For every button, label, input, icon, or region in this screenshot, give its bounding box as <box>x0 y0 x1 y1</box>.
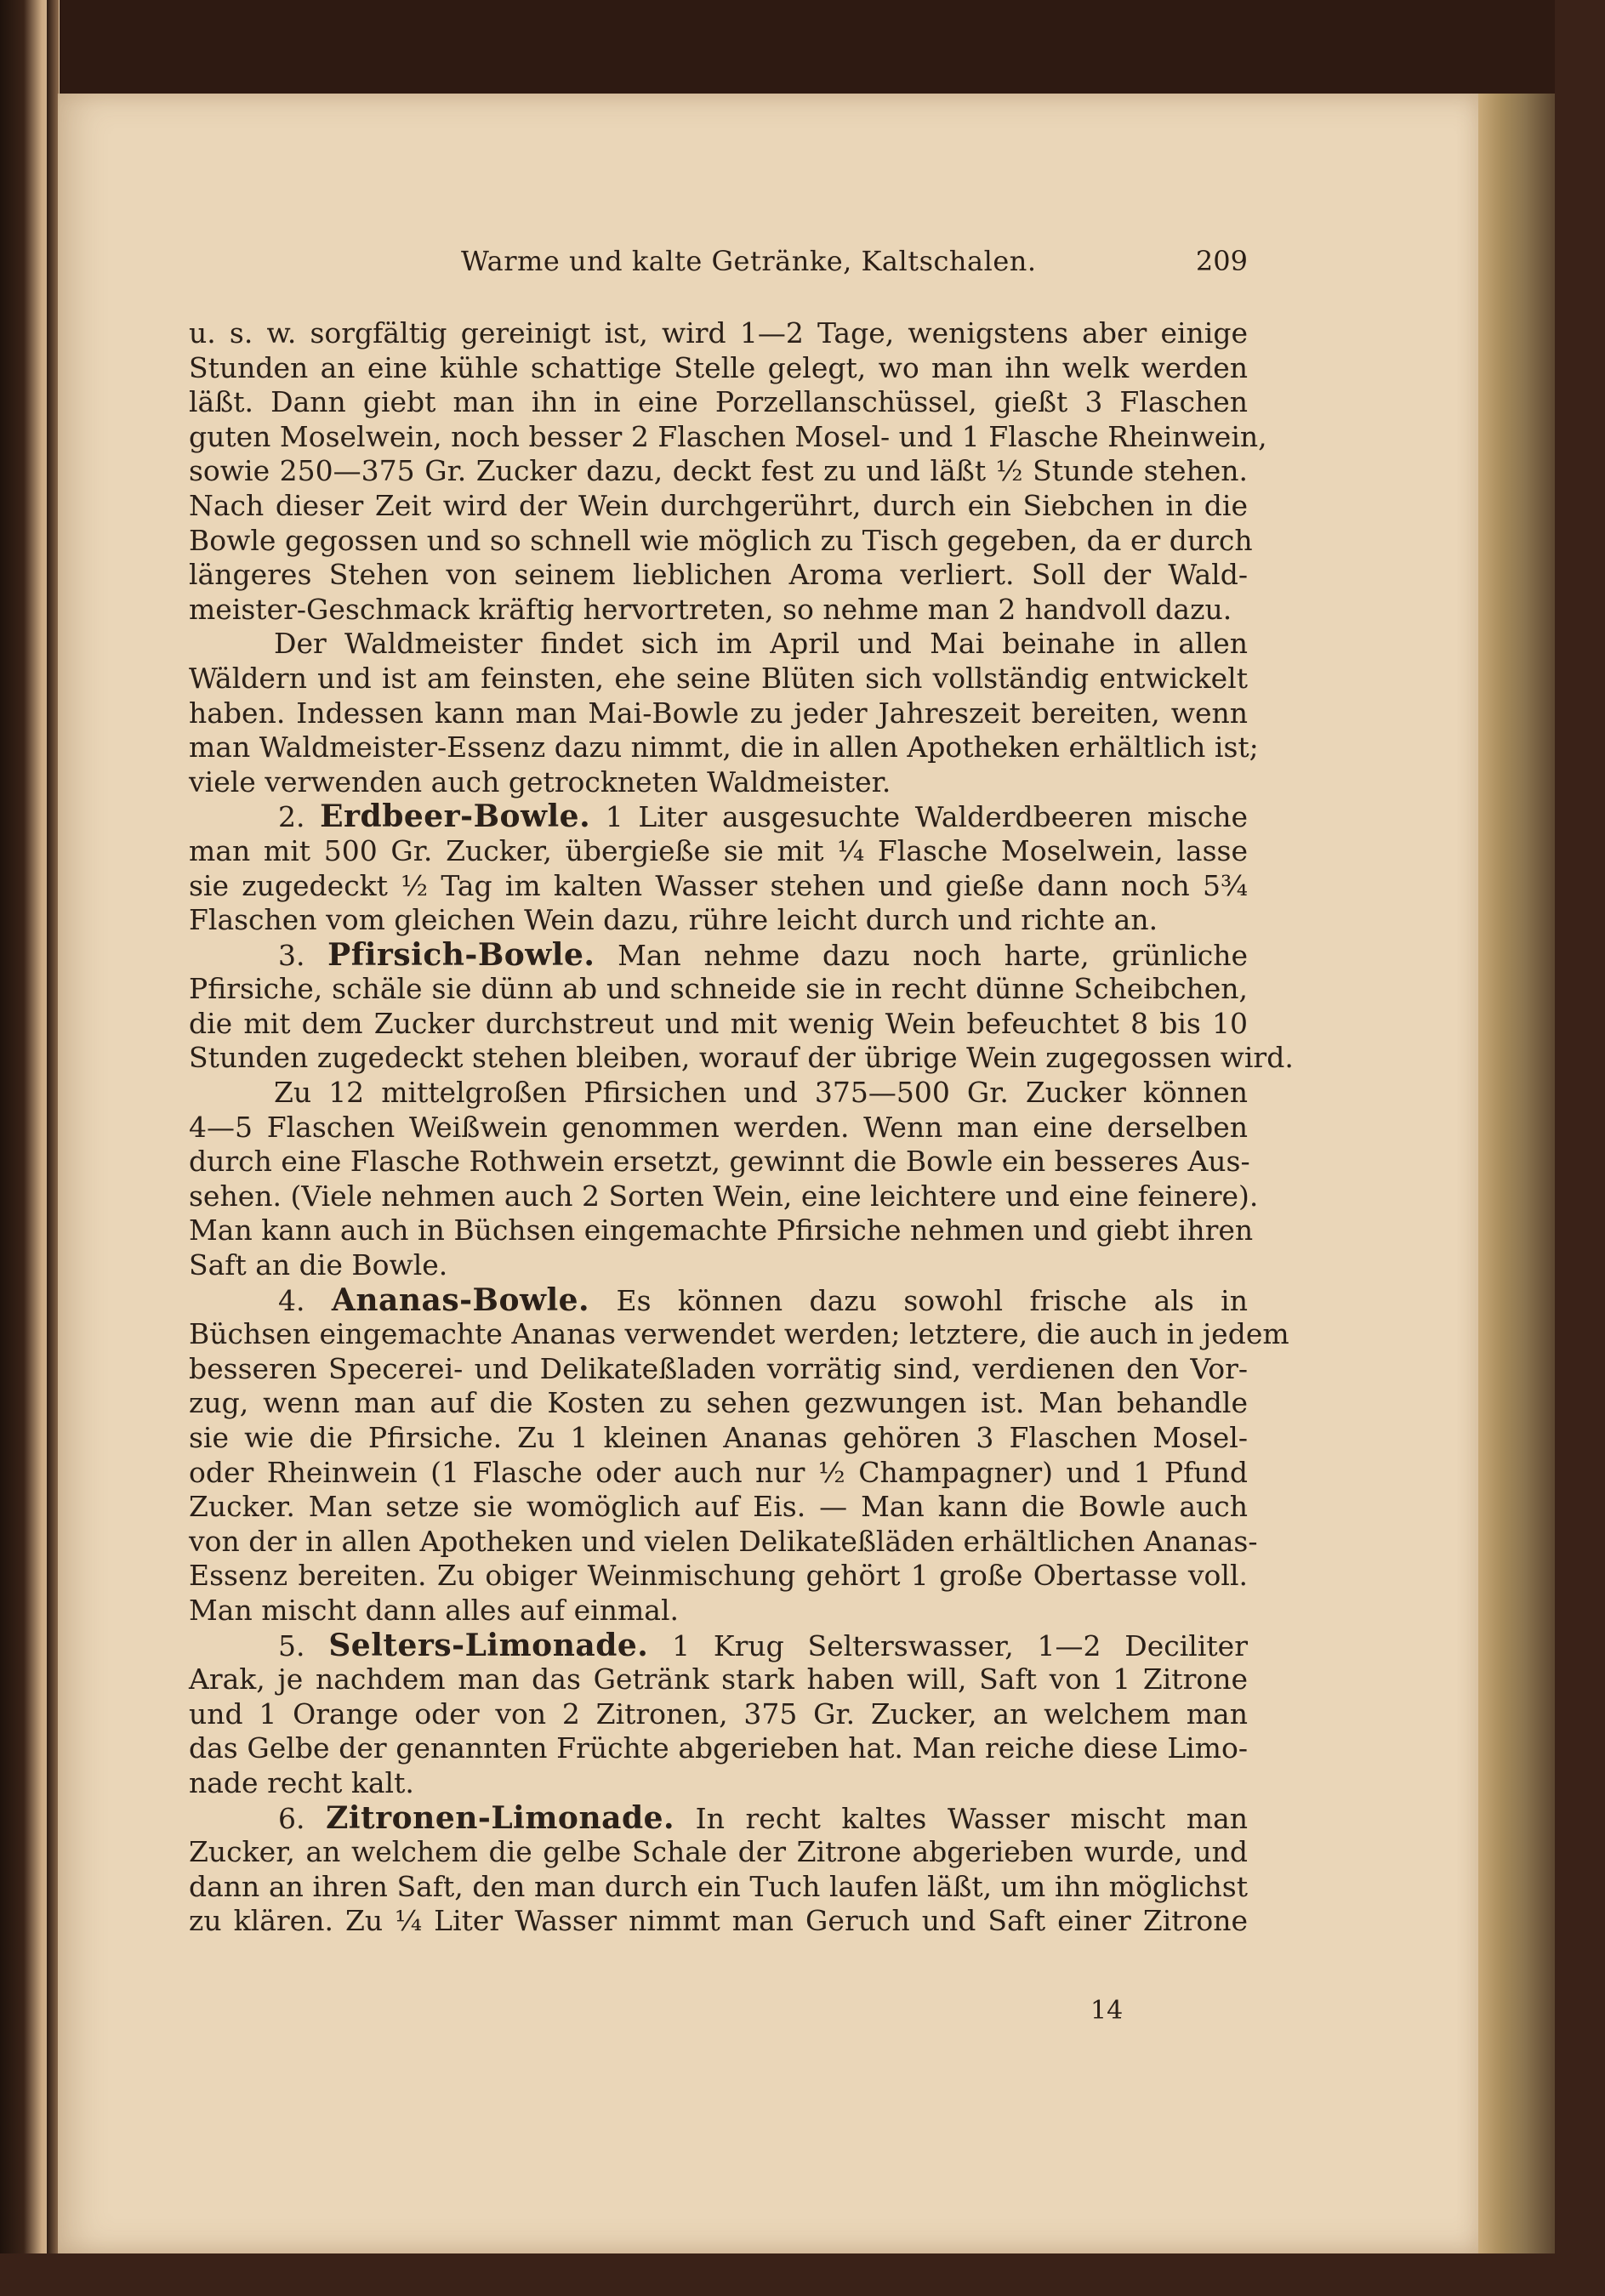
text-line: Arak, je nachdem man das Getränk stark haben will, Saft von 1 Zitrone <box>189 1662 1248 1696</box>
text-line: man Waldmeister-Essenz dazu nimmt, die in allen Apotheken erhältlich ist; <box>189 730 1259 764</box>
text-line: läßt. Dann giebt man ihn in eine Porzellanschüssel, gießt 3 Flaschen <box>189 385 1248 419</box>
text-line: Wäldern und ist am feinsten, ehe seine Blüten sich vollständig entwickelt <box>189 661 1248 695</box>
text-line: nade recht kalt. <box>189 1765 414 1799</box>
text-line: viele verwenden auch getrockneten Waldmeister. <box>189 764 891 798</box>
text-line: Stunden an eine kühle schattige Stelle gelegt, wo man ihn welk werden <box>189 350 1248 384</box>
text-line-content: Zu 12 mittelgroßen Pfirsichen und 375—500 Gr. Zucker können <box>274 1076 1248 1110</box>
text-line: Pfirsiche, schäle sie dünn ab und schneide sie in recht dünne Scheibchen, <box>189 972 1248 1006</box>
running-header <box>189 245 1248 287</box>
recipe-title: Ananas-Bowle. <box>331 1282 590 1318</box>
text-line: sie wie die Pfirsiche. Zu 1 kleinen Ananas gehören 3 Flaschen Mosel- <box>189 1421 1248 1454</box>
book-spine <box>47 0 59 2296</box>
recipe-title: Pfirsich-Bowle. <box>327 936 595 973</box>
text-line-content: 1 Liter ausgesuchte Walderdbeeren mische <box>605 800 1248 834</box>
text-line: dann an ihren Saft, den man durch ein Tuch laufen läßt, um ihn möglichst <box>189 1869 1248 1903</box>
page-body <box>189 316 1294 1939</box>
text-line: oder Rheinwein (1 Flasche oder auch nur ½ Champagner) und 1 Pfund <box>189 1455 1248 1489</box>
text-line: 4—5 Flaschen Weißwein genommen werden. Wenn man eine derselben <box>189 1110 1248 1144</box>
text-line-content: 1 Krug Selterswasser, 1—2 Deciliter <box>672 1628 1248 1662</box>
page-stack-edge <box>1478 94 1555 2253</box>
scan-background-bottom <box>0 2253 1605 2296</box>
text-line: Man mischt dann alles auf einmal. <box>189 1593 679 1627</box>
scan-background-top <box>0 0 1605 94</box>
text-line: besseren Specerei- und Delikateßladen vorrätig sind, verdienen den Vor- <box>189 1351 1248 1385</box>
recipe-title: Erdbeer-Bowle. <box>320 798 591 835</box>
text-line: man mit 500 Gr. Zucker, übergieße sie mit ¼ Flasche Moselwein, lasse <box>189 833 1248 867</box>
text-line-content: Man nehme dazu noch harte, grünliche <box>618 938 1248 972</box>
text-line: sehen. (Viele nehmen auch 2 Sorten Wein, eine leichtere und eine feinere). <box>189 1179 1259 1213</box>
page-number: 209 <box>1195 245 1248 277</box>
recipe-title: Selters-Limonade. <box>328 1627 649 1663</box>
text-line-content: Der Waldmeister findet sich im April und Mai beinahe in allen <box>274 627 1248 661</box>
recipe-number: 6. <box>278 1801 305 1835</box>
recipe-heading-line <box>189 1283 1248 1318</box>
text-line: durch eine Flasche Rothwein ersetzt, gewinnt die Bowle ein besseres Aus- <box>189 1145 1250 1179</box>
text-line: Man kann auch in Büchsen eingemachte Pfirsiche nehmen und giebt ihren <box>189 1213 1254 1247</box>
text-line: u. s. w. sorgfältig gereinigt ist, wird 1—2 Tage, wenigstens aber einige <box>189 316 1248 350</box>
text-line: Bowle gegossen und so schnell wie möglich zu Tisch gegeben, da er durch <box>189 523 1253 557</box>
text-line-content: In recht kaltes Wasser mischt man <box>695 1801 1248 1835</box>
text-line: sowie 250—375 Gr. Zucker dazu, deckt fest zu und läßt ½ Stunde stehen. <box>189 454 1248 488</box>
text-line: das Gelbe der genannten Früchte abgerieben hat. Man reiche diese Limo- <box>189 1731 1248 1765</box>
text-line: meister-Geschmack kräftig hervortreten, so nehme man 2 handvoll dazu. <box>189 592 1232 626</box>
recipe-title: Zitronen-Limonade. <box>326 1799 675 1836</box>
text-line: guten Moselwein, noch besser 2 Flaschen Mosel- und 1 Flasche Rheinwein, <box>189 419 1267 453</box>
text-line: von der in allen Apotheken und vielen Delikateßläden erhältlichen Ananas- <box>189 1524 1258 1558</box>
text-line: die mit dem Zucker durchstreut und mit wenig Wein befeuchtet 8 bis 10 <box>189 1006 1248 1040</box>
text-line-indented <box>189 1076 1248 1111</box>
text-line: Nach dieser Zeit wird der Wein durchgerührt, durch ein Siebchen in die <box>189 488 1248 522</box>
text-line: Zucker, an welchem die gelbe Schale der Zitrone abgerieben wurde, und <box>189 1835 1248 1869</box>
book-cover-edge <box>1555 0 1605 2296</box>
recipe-number: 5. <box>278 1628 305 1662</box>
recipe-heading-line <box>189 938 1248 973</box>
recipe-heading-line <box>189 1628 1248 1663</box>
recipe-number: 3. <box>278 938 305 972</box>
printer-signature-mark: 14 <box>1090 1996 1124 2026</box>
text-line: haben. Indessen kann man Mai-Bowle zu jeder Jahreszeit bereiten, wenn <box>189 696 1248 730</box>
text-line-content: Es können dazu sowohl frische als in <box>616 1283 1248 1317</box>
text-line: Büchsen eingemachte Ananas verwendet werden; letztere, die auch in jedem <box>189 1317 1289 1351</box>
recipe-number: 4. <box>278 1283 305 1317</box>
text-line: Essenz bereiten. Zu obiger Weinmischung gehört 1 große Obertasse voll. <box>189 1559 1248 1593</box>
text-line: Saft an die Bowle. <box>189 1248 448 1282</box>
text-line: und 1 Orange oder von 2 Zitronen, 375 Gr. Zucker, an welchem man <box>189 1696 1248 1731</box>
text-line: zu klären. Zu ¼ Liter Wasser nimmt man Geruch und Saft einer Zitrone <box>189 1904 1248 1938</box>
text-line: Zucker. Man setze sie womöglich auf Eis. — Man kann die Bowle auch <box>189 1490 1248 1524</box>
text-line: Stunden zugedeckt stehen bleiben, worauf der übrige Wein zugegossen wird. <box>189 1041 1294 1075</box>
text-line: längeres Stehen von seinem lieblichen Aroma verliert. Soll der Wald- <box>189 558 1248 592</box>
recipe-heading-line <box>189 799 1248 834</box>
text-line: zug, wenn man auf die Kosten zu sehen gezwungen ist. Man behandle <box>189 1386 1248 1420</box>
recipe-heading-line <box>189 1801 1248 1836</box>
text-line-indented <box>189 627 1248 662</box>
running-title: Warme und kalte Getränke, Kaltschalen. <box>461 245 1037 277</box>
recipe-number: 2. <box>278 800 305 834</box>
text-line: Flaschen vom gleichen Wein dazu, rühre leicht durch und richte an. <box>189 903 1158 937</box>
text-line: sie zugedeckt ½ Tag im kalten Wasser stehen und gieße dann noch 5¾ <box>189 868 1248 902</box>
